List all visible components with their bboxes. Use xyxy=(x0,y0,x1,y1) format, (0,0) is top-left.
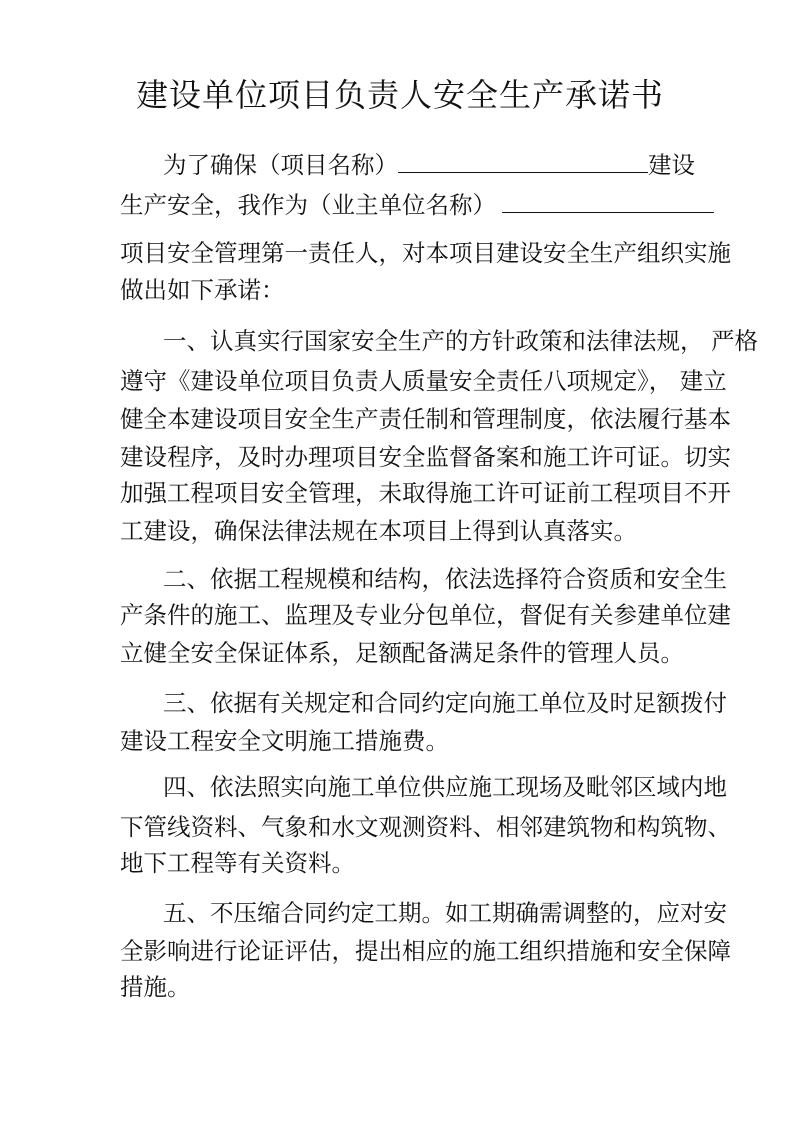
item-4-line-1: 四、依法照实向施工单位供应施工现场及毗邻区域内地 xyxy=(163,773,727,801)
intro-line-1 xyxy=(163,148,695,180)
item-2-line-1: 二、依据工程规模和结构，依法选择符合资质和安全生 xyxy=(163,565,727,593)
item-1-line-5: 加强工程项目安全管理，未取得施工许可证前工程项目不开 xyxy=(120,479,731,507)
item-1-line-2: 遵守《建设单位项目负责人质量安全责任八项规定》， 建立 xyxy=(120,367,727,395)
item-5-line-2: 全影响进行论证评估，提出相应的施工组织措施和安全保障 xyxy=(120,937,731,965)
item-1-line-3: 健全本建设项目安全生产责任制和管理制度，依法履行基本 xyxy=(120,405,731,433)
item-3-line-1: 三、依据有关规定和合同约定向施工单位及时足额拨付 xyxy=(163,689,727,717)
intro-line-1-prefix: 为了确保（项目名称） xyxy=(163,151,398,179)
intro-line-2-prefix: 生产安全，我作为（业主单位名称） xyxy=(120,191,496,219)
item-2-line-2: 产条件的施工、监理及专业分包单位，督促有关参建单位建 xyxy=(120,601,731,629)
item-4-line-2: 下管线资料、气象和水文观测资料、相邻建筑物和构筑物、 xyxy=(120,813,731,841)
intro-line-2 xyxy=(120,188,714,220)
item-5-line-1: 五、不压缩合同约定工期。如工期确需调整的，应对安 xyxy=(163,899,727,927)
intro-line-3: 项目安全管理第一责任人，对本项目建设安全生产组织实施 xyxy=(120,239,731,267)
item-3-line-2: 建设工程安全文明施工措施费。 xyxy=(120,727,449,755)
intro-line-4: 做出如下承诺： xyxy=(120,276,285,304)
document-title: 建设单位项目负责人安全生产承诺书 xyxy=(135,76,664,114)
item-1-line-6: 工建设，确保法律法规在本项目上得到认真落实。 xyxy=(120,517,637,545)
item-2-line-3: 立健全安全保证体系，足额配备满足条件的管理人员。 xyxy=(120,639,684,667)
intro-line-1-suffix: 建设 xyxy=(648,151,695,179)
item-5-line-3: 措施。 xyxy=(120,973,191,1001)
item-4-line-3: 地下工程等有关资料。 xyxy=(120,849,355,877)
item-1-line-4: 建设程序，及时办理项目安全监督备案和施工许可证。切实 xyxy=(120,443,731,471)
owner-unit-name-field[interactable] xyxy=(502,188,714,213)
item-1-line-1: 一、认真实行国家安全生产的方针政策和法律法规， 严格 xyxy=(163,327,758,355)
project-name-field[interactable] xyxy=(398,148,648,173)
